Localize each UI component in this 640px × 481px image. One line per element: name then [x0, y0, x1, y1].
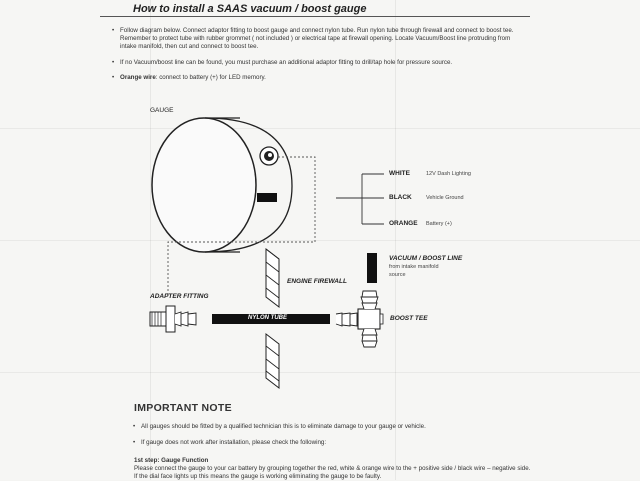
nylon-tube-label: NYLON TUBE [248, 315, 287, 321]
step1-text: Please connect the gauge to your car battery by grouping together the red, white & orange wire to the + positive side / black wire – negative side. If the dial face lights up this means the gauge is working eliminating the gauge to be faulty. [134, 465, 531, 480]
boost-tee-label: BOOST TEE [390, 315, 428, 322]
engine-firewall-label: ENGINE FIREWALL [287, 278, 347, 285]
vacuum-line-desc: from intake manifold [389, 264, 439, 270]
important-note: • If gauge does not work after installation, please check the following: [141, 439, 531, 447]
boost-tee [336, 291, 383, 347]
wire-bracket [336, 174, 384, 224]
page-title: How to install a SAAS vacuum / boost gauge [133, 3, 367, 15]
wire-white-label: WHITE [389, 170, 410, 177]
wire-orange-label: ORANGE [389, 220, 418, 227]
adapter-fitting [150, 306, 196, 332]
wire-orange-desc: Battery (+) [426, 221, 452, 227]
adapter-fitting-label: ADAPTER FITTING [150, 293, 209, 300]
wire-black-desc: Vehicle Ground [426, 195, 464, 201]
important-note: • All gauges should be fitted by a qualified technician this is to eliminate damage to your gauge or vehicle. [141, 423, 531, 431]
wire-black-label: BLACK [389, 194, 412, 201]
vacuum-boost-line [367, 253, 377, 283]
gauge-drawing [152, 118, 292, 252]
orange-wire-label: Orange wire [120, 74, 156, 81]
orange-wire-text: : connect to battery (+) for LED memory. [155, 74, 266, 81]
step1-title: 1st step: Gauge Function [134, 457, 209, 464]
important-heading: IMPORTANT NOTE [134, 402, 232, 414]
wire-white-desc: 12V Dash Lighting [426, 171, 471, 177]
instruction-bullet: • If no Vacuum/boost line can be found, you must purchase an additional adaptor fitting to drill/tap hole for pressure source. [120, 59, 520, 67]
gauge-label: GAUGE [150, 107, 174, 114]
instruction-bullet: • Follow diagram below. Connect adaptor fitting to boost gauge and connect nylon tube. Run nylon tube through firewall and connect to boost tee. Remember to protect tube with rubber grommet ( not included ) or electrical tape at firewall opening. Locate Vacuum/Boost line protruding from intake manifold, then cut and connect to boost tee. [120, 27, 520, 51]
vacuum-line-label: VACUUM / BOOST LINE [389, 255, 463, 262]
vacuum-line-desc: source [389, 272, 406, 278]
